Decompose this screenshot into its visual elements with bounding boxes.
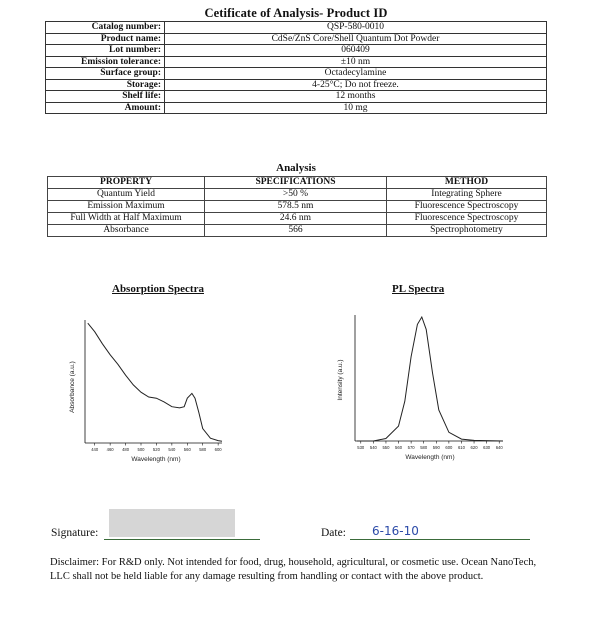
x-tick-label: 560 bbox=[183, 447, 191, 452]
table-row bbox=[46, 79, 547, 91]
spec-cell: >50 % bbox=[205, 189, 387, 201]
table-row bbox=[46, 56, 547, 68]
x-tick-label: 580 bbox=[199, 447, 207, 452]
absorption-spectra-title: Absorption Spectra bbox=[112, 283, 204, 295]
spec-cell: 24.6 nm bbox=[205, 213, 387, 225]
product-info-table bbox=[45, 21, 547, 114]
method-cell: Fluorescence Spectroscopy bbox=[387, 213, 547, 225]
info-value: QSP-580-0010 bbox=[165, 22, 547, 34]
property-cell: Emission Maximum bbox=[48, 201, 205, 213]
method-cell: Integrating Sphere bbox=[387, 189, 547, 201]
column-header: SPECIFICATIONS bbox=[205, 177, 387, 189]
x-axis-label: Wavelength (nm) bbox=[405, 454, 455, 461]
table-row bbox=[46, 33, 547, 45]
method-cell: Spectrophotometry bbox=[387, 225, 547, 237]
info-label: Surface group: bbox=[46, 68, 165, 80]
column-header: METHOD bbox=[387, 177, 547, 189]
pl-spectra-title: PL Spectra bbox=[392, 283, 445, 295]
table-row bbox=[48, 189, 547, 201]
info-value: 12 months bbox=[165, 91, 547, 103]
x-tick-label: 540 bbox=[168, 447, 176, 452]
absorption-chart bbox=[60, 312, 240, 467]
info-label: Lot number: bbox=[46, 45, 165, 57]
table-row bbox=[46, 102, 547, 114]
table-row bbox=[46, 91, 547, 103]
info-label: Shelf life: bbox=[46, 91, 165, 103]
x-tick-label: 540 bbox=[369, 445, 377, 450]
table-row bbox=[46, 68, 547, 80]
disclaimer bbox=[50, 556, 550, 584]
x-tick-label: 610 bbox=[457, 445, 465, 450]
x-tick-label: 630 bbox=[483, 445, 491, 450]
column-header: PROPERTY bbox=[48, 177, 205, 189]
x-tick-label: 560 bbox=[395, 445, 403, 450]
info-label: Emission tolerance: bbox=[46, 56, 165, 68]
date-underline bbox=[350, 539, 530, 540]
method-cell: Fluorescence Spectroscopy bbox=[387, 201, 547, 213]
signature-underline bbox=[104, 539, 260, 540]
date-value: 6-16-10 bbox=[372, 524, 419, 538]
x-tick-label: 570 bbox=[407, 445, 415, 450]
spec-cell: 578.5 nm bbox=[205, 201, 387, 213]
info-label: Amount: bbox=[46, 102, 165, 114]
x-tick-label: 640 bbox=[495, 445, 503, 450]
certificate-title: Cetificate of Analysis- Product ID bbox=[204, 6, 388, 20]
y-axis-label: Absorbance (a.u.) bbox=[69, 361, 76, 413]
x-axis-label: Wavelength (nm) bbox=[131, 456, 181, 463]
x-tick-label: 440 bbox=[91, 447, 99, 452]
absorption-series-line bbox=[88, 323, 222, 441]
property-cell: Quantum Yield bbox=[48, 189, 205, 201]
info-value: 4-25°C; Do not freeze. bbox=[165, 79, 547, 91]
x-tick-label: 500 bbox=[137, 447, 145, 452]
info-value: Octadecylamine bbox=[165, 68, 547, 80]
pl-chart bbox=[328, 305, 508, 465]
disclaimer-text: For R&D only. Not intended for food, drug, household, agricultural, or cosmetic use. Ocean NanoTech, LLC shall not be held liable for any damage resulting from handling or contact with the above product. bbox=[50, 557, 537, 582]
info-label: Catalog number: bbox=[46, 22, 165, 34]
x-tick-label: 530 bbox=[357, 445, 365, 450]
x-tick-label: 550 bbox=[382, 445, 390, 450]
x-tick-label: 580 bbox=[420, 445, 428, 450]
table-header-row bbox=[48, 177, 547, 189]
info-value: 060409 bbox=[165, 45, 547, 57]
info-value: 10 mg bbox=[165, 102, 547, 114]
property-cell: Absorbance bbox=[48, 225, 205, 237]
info-label: Storage: bbox=[46, 79, 165, 91]
x-tick-label: 460 bbox=[106, 447, 114, 452]
x-tick-label: 520 bbox=[152, 447, 160, 452]
table-row bbox=[48, 225, 547, 237]
table-row bbox=[46, 45, 547, 57]
info-value: CdSe/ZnS Core/Shell Quantum Dot Powder bbox=[165, 33, 547, 45]
analysis-heading: Analysis bbox=[276, 162, 316, 174]
table-row bbox=[48, 213, 547, 225]
spec-cell: 566 bbox=[205, 225, 387, 237]
disclaimer-lead: Disclaimer: bbox=[50, 557, 99, 568]
x-tick-label: 620 bbox=[470, 445, 478, 450]
signature-label: Signature: bbox=[51, 527, 99, 539]
property-cell: Full Width at Half Maximum bbox=[48, 213, 205, 225]
x-tick-label: 590 bbox=[432, 445, 440, 450]
x-tick-label: 600 bbox=[445, 445, 453, 450]
signature-redaction bbox=[109, 509, 235, 537]
info-value: ±10 nm bbox=[165, 56, 547, 68]
pl-series-line bbox=[357, 317, 503, 441]
date-label: Date: bbox=[321, 527, 346, 539]
info-label: Product name: bbox=[46, 33, 165, 45]
analysis-table bbox=[47, 176, 547, 237]
table-row bbox=[48, 201, 547, 213]
x-tick-label: 600 bbox=[214, 447, 222, 452]
y-axis-label: Intensity (a.u.) bbox=[337, 359, 344, 401]
x-tick-label: 480 bbox=[122, 447, 130, 452]
table-row bbox=[46, 22, 547, 34]
